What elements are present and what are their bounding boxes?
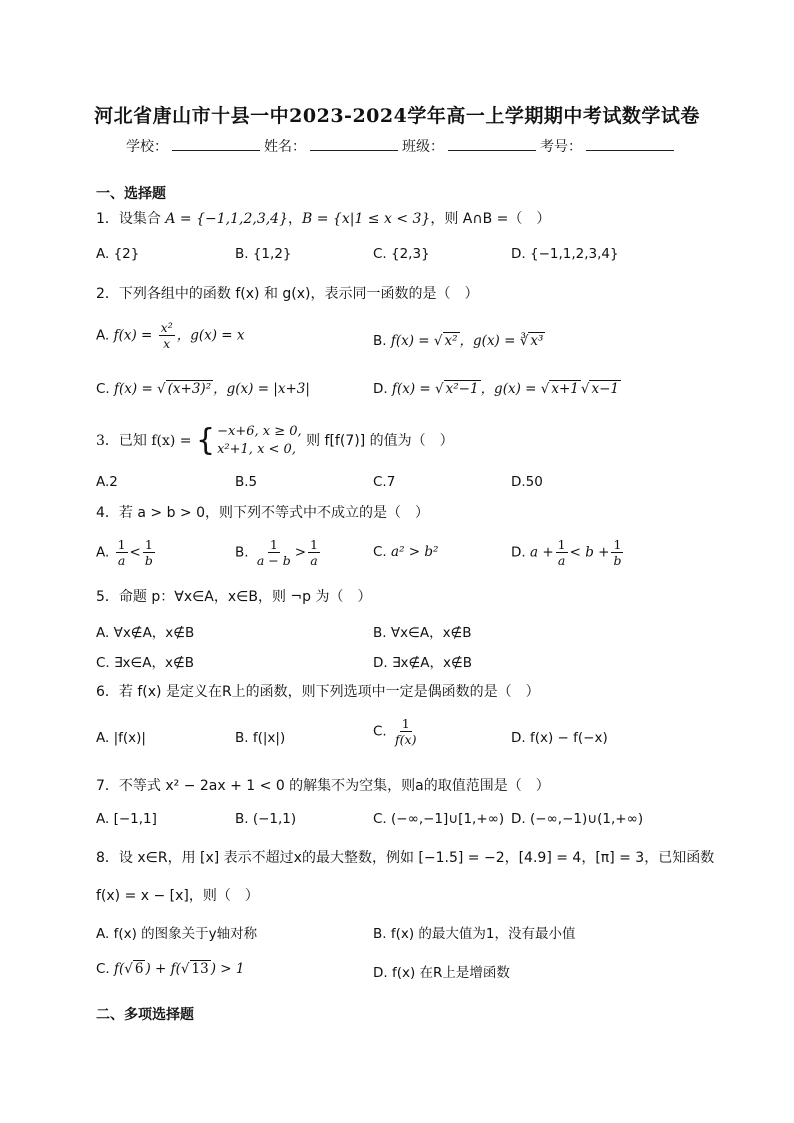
q2-d-radicand: x²−1 xyxy=(445,381,479,397)
q4-b-d1: a − b xyxy=(256,553,291,568)
q4-b-frac1 xyxy=(255,537,293,568)
q7-option-c[interactable]: C. (−∞,−1]∪[1,+∞) xyxy=(373,811,505,827)
q1-ask: ，则 A∩B =（ ） xyxy=(430,211,551,227)
q3-option-b[interactable]: B.5 xyxy=(235,474,258,490)
q7-option-d[interactable]: D. (−∞,−1)∪(1,+∞) xyxy=(511,811,644,827)
q5-option-d[interactable]: D. ∃x∉A，x∉B xyxy=(373,655,473,671)
q2-option-b[interactable] xyxy=(373,329,545,349)
q1-sep: ， xyxy=(288,211,302,227)
q2-c-f: f(x) = √ xyxy=(114,381,166,397)
q2-b-radicand2: x³ xyxy=(530,333,544,349)
q8-c-radicand2: 13 xyxy=(191,961,209,977)
q4-option-a[interactable] xyxy=(96,537,157,568)
q1-option-d[interactable]: D. {−1,1,2,3,4} xyxy=(511,246,619,262)
q2-option-a[interactable] xyxy=(96,320,245,351)
q2-a-label: A. xyxy=(96,327,110,344)
q6-c-den: f(x) xyxy=(395,732,417,747)
q2-d-f: f(x) = √ xyxy=(391,381,444,397)
q1-set-b: B = {x|1 ≤ x < 3} xyxy=(302,211,431,227)
q2-d-g: ，g(x) = √ xyxy=(480,381,550,397)
q4-a-frac1 xyxy=(116,537,128,568)
q2-d-radicand2: x+1 xyxy=(551,381,579,397)
q4-a-n1: 1 xyxy=(117,537,126,552)
q4-option-d[interactable] xyxy=(511,537,625,568)
q8-option-a[interactable]: A. f(x) 的图象关于y轴对称 xyxy=(96,926,258,942)
question-5: 5．命题 p：∀x∈A，x∈B，则 ¬p 为（ ） xyxy=(96,589,372,605)
q3-ask: 则 f[f(7)] 的值为（ ） xyxy=(306,433,454,449)
question-8-line-2: f(x) = x − [x]，则（ ） xyxy=(96,888,259,904)
q5-option-b[interactable]: B. ∀x∈A，x∉B xyxy=(373,625,472,641)
q2-d-radicand3: x−1 xyxy=(591,381,619,397)
q3-case-2: x²+1, x < 0, xyxy=(217,442,296,457)
q6-option-c[interactable] xyxy=(373,716,420,747)
q6-option-d[interactable]: D. f(x) − f(−x) xyxy=(511,730,608,746)
exam-number-blank[interactable] xyxy=(586,136,674,151)
q2-a-fraction xyxy=(159,320,175,351)
q4-a-d2: b xyxy=(144,553,153,568)
q4-d-n2: 1 xyxy=(613,537,622,552)
q4-d-d2: b xyxy=(613,553,622,568)
question-4: 4．若 a > b > 0，则下列不等式中不成立的是（ ） xyxy=(96,505,429,521)
q8-c-radicand1: 6 xyxy=(134,961,144,977)
q1-prefix: 1．设集合 xyxy=(96,211,161,227)
q8-option-d[interactable]: D. f(x) 在R上是增函数 xyxy=(373,965,510,981)
q4-option-b[interactable] xyxy=(235,537,322,568)
q4-a-op: < xyxy=(129,544,141,561)
q4-d-label: D. xyxy=(511,544,526,561)
section-heading-single-choice: 一、选择题 xyxy=(96,186,166,202)
q8-c-mid: ) + f(√ xyxy=(145,961,190,977)
q2-c-radicand: (x+3)² xyxy=(167,381,212,397)
q6-c-num: 1 xyxy=(401,716,410,731)
q4-d-frac1 xyxy=(556,537,568,568)
student-info-row xyxy=(126,136,678,156)
name-label: 姓名： xyxy=(264,139,306,155)
q6-option-b[interactable]: B. f(|x|) xyxy=(235,730,286,746)
q4-b-n2: 1 xyxy=(310,537,318,552)
q4-b-frac2 xyxy=(308,537,320,568)
question-3 xyxy=(96,423,454,459)
q3-cases xyxy=(217,423,302,459)
name-blank[interactable] xyxy=(310,136,398,151)
q2-c-label: C. xyxy=(96,381,110,397)
q8-option-c[interactable] xyxy=(96,961,244,977)
q4-d-pre: a + xyxy=(529,544,554,561)
q2-c-g: ，g(x) = |x+3| xyxy=(213,381,310,397)
class-label: 班级： xyxy=(402,139,444,155)
q4-a-label: A. xyxy=(96,544,110,561)
q4-b-n1: 1 xyxy=(269,537,278,552)
q4-d-d1: a xyxy=(557,553,566,568)
q8-c-label: C. xyxy=(96,961,110,977)
q3-option-a[interactable]: A.2 xyxy=(96,474,118,490)
q4-a-d1: a xyxy=(117,553,126,568)
question-1 xyxy=(96,208,550,228)
q4-d-n1: 1 xyxy=(557,537,566,552)
q6-c-fraction xyxy=(393,716,418,747)
q4-a-frac2 xyxy=(143,537,155,568)
q8-option-b[interactable]: B. f(x) 的最大值为1，没有最小值 xyxy=(373,926,576,942)
q6-c-label: C. xyxy=(373,723,387,740)
q4-c-label: C. xyxy=(373,544,387,560)
q2-d-label: D. xyxy=(373,381,388,397)
q8-c-pre: f(√ xyxy=(114,961,133,977)
q4-a-n2: 1 xyxy=(144,537,153,552)
question-6: 6．若 f(x) 是定义在R上的函数，则下列选项中一定是偶函数的是（ ） xyxy=(96,684,540,700)
q4-b-op: > xyxy=(294,544,307,561)
q4-b-d2: a xyxy=(310,553,318,568)
q3-brace: { xyxy=(196,423,216,458)
q2-option-d[interactable]: D. f(x) = √ x²−1 ，g(x) = √ x+1 √ x−1 xyxy=(373,381,619,397)
q2-option-c[interactable] xyxy=(96,377,310,397)
q8-c-post: ) > 1 xyxy=(210,961,245,977)
q4-option-c[interactable] xyxy=(373,544,438,560)
q2-a-den: x xyxy=(163,336,171,351)
section-heading-multi-choice: 二、多项选择题 xyxy=(96,1007,194,1023)
q2-b-g: ，g(x) = ∛ xyxy=(459,333,529,349)
q4-c-expr: a² > b² xyxy=(391,544,439,560)
q3-option-c[interactable]: C.7 xyxy=(373,474,396,490)
school-label: 学校： xyxy=(126,139,168,155)
q1-set-a: A = {−1,1,2,3,4} xyxy=(165,211,288,227)
q2-a-num: x² xyxy=(160,320,173,335)
q2-a-f: f(x) = xyxy=(113,327,153,344)
q4-d-frac2 xyxy=(611,537,623,568)
class-blank[interactable] xyxy=(448,136,536,151)
q5-option-c[interactable]: C. ∃x∈A，x∉B xyxy=(96,655,195,671)
exam-number-label: 考号： xyxy=(540,139,582,155)
q7-option-b[interactable]: B. (−1,1) xyxy=(235,811,297,827)
q2-b-label: B. xyxy=(373,333,387,349)
q3-option-d[interactable]: D.50 xyxy=(511,474,543,490)
q3-prefix: 3．已知 f(x) = xyxy=(96,433,192,449)
q4-b-label: B. xyxy=(235,544,249,561)
q1-option-a[interactable]: A. {2} xyxy=(96,246,140,262)
q7-option-a[interactable]: A. [−1,1] xyxy=(96,811,157,827)
q3-case-1: −x+6, x ≥ 0, xyxy=(217,424,302,439)
question-2: 2．下列各组中的函数 f(x) 和 g(x)，表示同一函数的是（ ） xyxy=(96,286,479,302)
q2-b-f: f(x) = √ xyxy=(390,333,443,349)
question-8-line-1: 8．设 x∈R，用 [x] 表示不超过x的最大整数，例如 [−1.5] = −2，[4.9] = 4，[π] = 3，已知函数 xyxy=(96,850,715,866)
q5-option-a[interactable]: A. ∀x∉A，x∉B xyxy=(96,625,195,641)
q4-d-mid: < b + xyxy=(569,544,610,561)
page-title: 河北省唐山市十县一中2023-2024学年高一上学期期中考试数学试卷 xyxy=(94,105,700,127)
q6-option-a[interactable]: A. |f(x)| xyxy=(96,730,146,746)
q1-option-c[interactable]: C. {2,3} xyxy=(373,246,430,262)
question-7: 7．不等式 x² − 2ax + 1 < 0 的解集不为空集，则a的取值范围是（ ） xyxy=(96,778,550,794)
q2-a-g: ，g(x) = x xyxy=(176,327,245,344)
q2-b-radicand: x² xyxy=(444,333,458,349)
q1-option-b[interactable]: B. {1,2} xyxy=(235,246,292,262)
school-blank[interactable] xyxy=(172,136,260,151)
